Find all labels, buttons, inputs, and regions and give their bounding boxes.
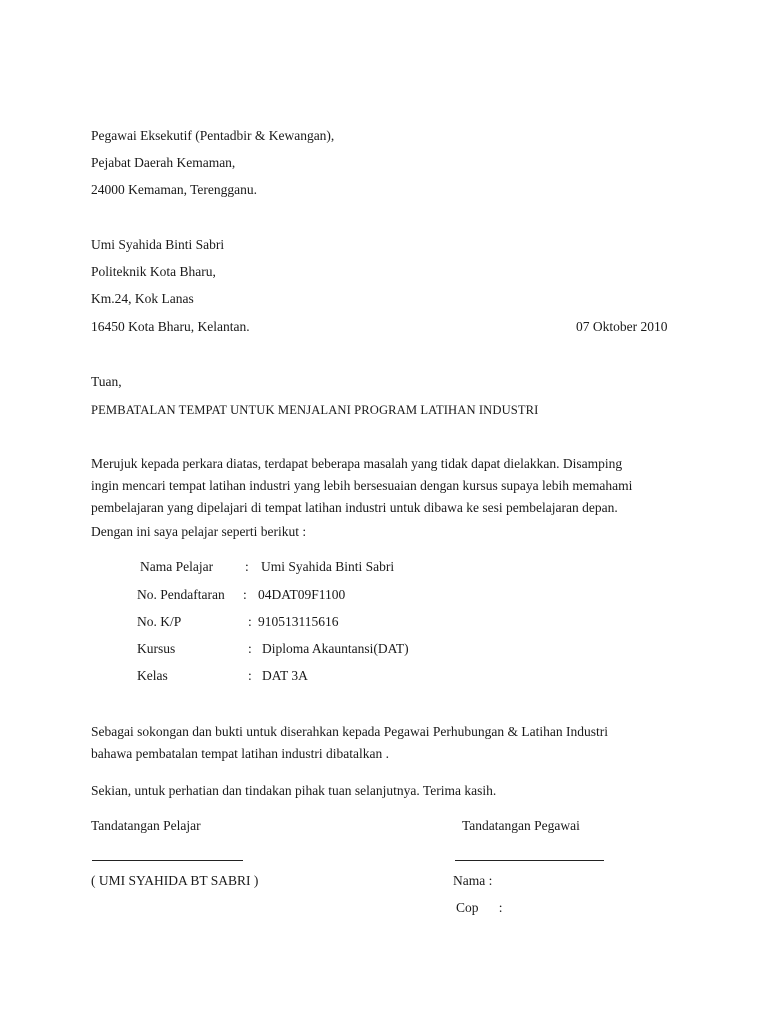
student-name: ( UMI SYAHIDA BT SABRI ) xyxy=(91,873,259,888)
para1-line-2: ingin mencari tempat latihan industri yang lebih bersesuaian dengan kursus supaya lebih memahami xyxy=(91,478,633,493)
sender-address-2: 16450 Kota Bharu, Kelantan. xyxy=(91,319,250,334)
detail-value-name: Umi Syahida Binti Sabri xyxy=(261,559,395,574)
recipient-line-2: Pejabat Daerah Kemaman, xyxy=(91,155,236,170)
detail-value-registration: 04DAT09F1100 xyxy=(258,587,346,602)
detail-label-registration: No. Pendaftaran xyxy=(137,587,225,602)
para1-line-1: Merujuk kepada perkara diatas, terdapat beberapa masalah yang tidak dapat dielakkan. Disamping xyxy=(91,456,623,471)
detail-value-ic: 910513115616 xyxy=(258,614,339,629)
sender-address-1: Km.24, Kok Lanas xyxy=(91,291,194,306)
sender-institution: Politeknik Kota Bharu, xyxy=(91,264,216,279)
para2-line-1: Sebagai sokongan dan bukti untuk diserahkan kepada Pegawai Perhubungan & Latihan Industri xyxy=(91,724,609,739)
detail-sep-ic: : xyxy=(248,614,252,629)
student-signature-label: Tandatangan Pelajar xyxy=(91,818,201,833)
detail-sep-name: : xyxy=(245,559,249,574)
detail-sep-course: : xyxy=(248,641,252,656)
closing-line: Sekian, untuk perhatian dan tindakan pihak tuan selanjutnya. Terima kasih. xyxy=(91,783,497,798)
letter-date: 07 Oktober 2010 xyxy=(576,319,668,334)
subject-line: PEMBATALAN TEMPAT UNTUK MENJALANI PROGRAM LATIHAN INDUSTRI xyxy=(91,403,539,417)
recipient-line-3: 24000 Kemaman, Terengganu. xyxy=(91,182,258,197)
student-signature-line xyxy=(92,860,243,861)
para2-line-2: bahawa pembatalan tempat latihan industri dibatalkan . xyxy=(91,746,390,761)
para1-line-3: pembelajaran yang dipelajari di tempat latihan industri untuk dibawa ke sesi pembelajaran depan. xyxy=(91,500,618,515)
detail-label-name: Nama Pelajar xyxy=(140,559,214,574)
salutation: Tuan, xyxy=(91,374,122,389)
officer-name-label: Nama : xyxy=(453,873,493,888)
officer-cop-label: Cop : xyxy=(456,900,503,915)
officer-signature-label: Tandatangan Pegawai xyxy=(462,818,580,833)
detail-label-class: Kelas xyxy=(137,668,168,683)
officer-signature-line xyxy=(455,860,604,861)
para1-line-4: Dengan ini saya pelajar seperti berikut : xyxy=(91,524,307,539)
recipient-line-1: Pegawai Eksekutif (Pentadbir & Kewangan), xyxy=(91,128,335,143)
sender-name: Umi Syahida Binti Sabri xyxy=(91,237,225,252)
detail-value-course: Diploma Akauntansi(DAT) xyxy=(262,641,409,656)
detail-value-class: DAT 3A xyxy=(262,668,308,683)
detail-label-ic: No. K/P xyxy=(137,614,182,629)
detail-sep-registration: : xyxy=(243,587,247,602)
detail-label-course: Kursus xyxy=(137,641,176,656)
detail-sep-class: : xyxy=(248,668,252,683)
